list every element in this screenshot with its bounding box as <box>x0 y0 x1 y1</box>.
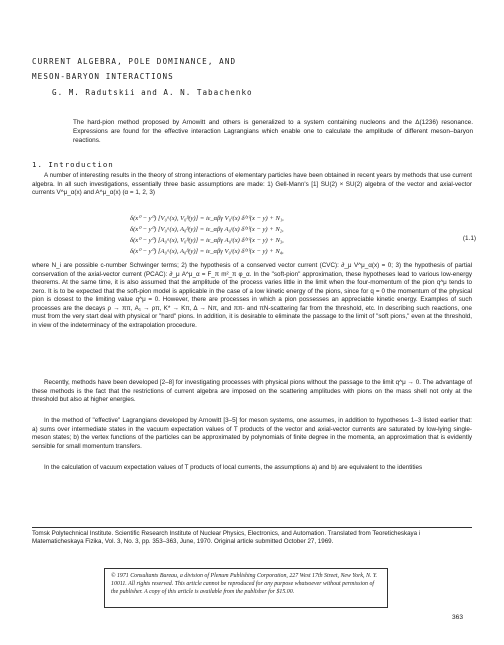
intro-paragraph-1 <box>32 172 472 198</box>
equation-block <box>130 213 476 257</box>
paragraph-text: In the method of "effective" Lagrangians developed by Arnowitt [3–5] for meson systems, one assumes, in addition to hypotheses 1–3 listed earlier that: a) sums over intermediate states in the vacuum expectation values of T products of the vector and axial-vector currents are saturated by low-lying single-meson states; b) the vertex functions of the particles can be approximated by polynomials of finite degree in the momenta, an approximation that is evidently sensible for small momentum transfers. <box>32 417 472 450</box>
equation-3: δ(x⁰ − y⁰) [A₀ᵅ(x), V₀ᵝ(y)] = iε_αβγ A₀ᵞ(x) δ⁽³⁾(x − y) + N₃, <box>130 237 284 244</box>
paragraph-text: Recently, methods have been developed [2–8] for investigating processes with physical pions without the passage to the limit q^μ → 0. The advantage of these methods is the fact that the restrictions of current algebra are imposed on the scattering amplitudes with pions on the mass shell not only at the threshold but also at higher energies. <box>32 379 472 403</box>
equation-4: δ(x⁰ − y⁰) [A₀ᵅ(x), A₀ᵝ(y)] = iε_αβγ V₀ᵞ(x) δ⁽³⁾(x − y) + N₄, <box>130 248 284 255</box>
section-heading: 1. Introduction <box>32 160 114 169</box>
authors: G. M. Radutskii and A. N. Tabachenko <box>52 88 253 97</box>
page-number: 363 <box>452 614 464 621</box>
intro-paragraph-3 <box>32 379 472 405</box>
abstract: The hard-pion method proposed by Arnowitt and others is generalized to a system containing nucleons and the Δ(1236) resonance. Expressions are found for the effective interaction Lagrangians which enable one to calculate the amplitude of different meson–baryon reactions. <box>73 119 473 145</box>
equation-1: δ(x⁰ − y⁰) [V₀ᵅ(x), V₀ᵝ(y)] = iε_αβγ V₀ᵞ(x) δ⁽³⁾(x − y) + N₁, <box>130 215 284 222</box>
paragraph-text: where N_i are possible c-number Schwinger terms; 2) the hypothesis of a conserved vector current (CVC): ∂_μ V^μ_α(x) = 0; 3) the hypothesis of partial conservation of the axial-vector current (PCAC): ∂_μ A^μ_α = F_π m²_π φ_α. In the "soft-pion" approximation, these hypotheses lead to various low-energy theorems. At the same time, it is also assumed that the amplitude of the process varies little in the limit when the four-momentum of the pion q^μ tends to zero. It is to be expected that the soft-pion model is applicable in the case of a low kinetic energy of the pions, since for q = 0 the momentum of the physical pion is closest to the limiting value q^μ = 0. However, there are processes in which a pion possesses an appreciable kinetic energy. Examples of such processes are the decays ρ → ππ, A₁ → ρπ, K* → Kπ, Δ → Nπ, and ππ- and πN-scattering far from the threshold, etc. In describing such reactions, one must from the very start deal with physical or "hard" pions. In addition, it is desirable to eliminate the passage to the limit of "soft pions," even at the threshold, in view of the indeterminacy of the extrapolation procedure. <box>32 262 472 329</box>
intro-paragraph-4 <box>32 417 472 451</box>
equation-2: δ(x⁰ − y⁰) [V₀ᵅ(x), A₀ᵝ(y)] = iε_αβγ A₀ᵞ(x) δ⁽³⁾(x − y) + N₂, <box>130 226 284 233</box>
copyright-notice: © 1971 Consultants Bureau, a division of Plenum Publishing Corporation, 227 West 17th Street, New York, N. Y. 10011. All rights reserved. This article cannot be reproduced for any purpose whatsoever without permission of the publisher. A copy of this article is available from the publisher for $15.00. <box>104 568 388 608</box>
title-line-2: MESON-BARYON INTERACTIONS <box>32 72 174 81</box>
footnote: Tomsk Polytechnical Institute. Scientific Research Institute of Nuclear Physics, Electronics, and Automation. Translated from Teoreticheskaya i Matematicheskaya Fizika, Vol. 3, No. 3, pp. 353–363, June, 1970. Original article submitted October 27, 1969. <box>32 530 421 546</box>
paper-title <box>32 54 472 84</box>
footnote-divider <box>32 527 472 528</box>
intro-paragraph-2 <box>32 262 472 330</box>
paragraph-text: In the calculation of vacuum expectation values of T products of local currents, the assumptions a) and b) are equivalent to the identities <box>44 464 423 471</box>
title-line-1: CURRENT ALGEBRA, POLE DOMINANCE, AND <box>32 57 237 66</box>
equation-number: (1.1) <box>462 235 476 242</box>
intro-paragraph-5 <box>32 464 472 473</box>
paragraph-text: A number of interesting results in the theory of strong interactions of elementary particles have been obtained in recent years by methods that use current algebra. In all such investigations, essentially three basic assumptions are made: 1) Gell-Mann's [1] SU(2) × SU(2) algebra of the vector and axial-vector currents V^μ_α(x) and A^μ_α(x) (α = 1, 2, 3) <box>32 172 472 196</box>
